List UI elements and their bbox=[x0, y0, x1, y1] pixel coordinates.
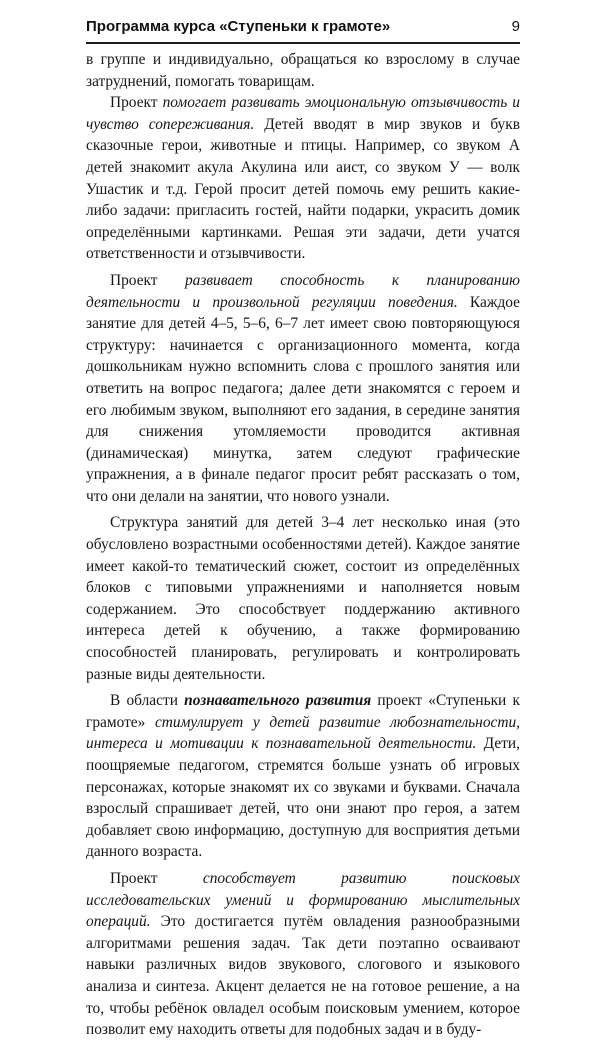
italic-run: развивает способность к планированию деятельности и произвольной регуляции поведения. bbox=[86, 271, 520, 311]
paragraph bbox=[86, 270, 520, 508]
italic-run: помогает развивать эмоциональную отзывчивость и чувство сопереживания. bbox=[86, 94, 520, 133]
paragraph bbox=[86, 868, 520, 1041]
body-text bbox=[86, 49, 520, 1041]
italic-run: способствует развитию поисковых исследовательских умений и формированию мыслительных операций. bbox=[86, 869, 520, 931]
page-number: 9 bbox=[511, 18, 520, 35]
running-header bbox=[86, 18, 520, 42]
running-header-title: Программа курса «Ступеньки к грамоте» bbox=[86, 18, 391, 35]
header-rule bbox=[86, 42, 520, 44]
italic-run: стимулирует у детей развитие любознательности, интереса и мотивации к познавательной деятельности. bbox=[86, 713, 520, 753]
paragraph bbox=[86, 92, 520, 265]
text-run: Дети, поощряемые педагогом, стремятся больше узнать об игровых персонажах, которые знакомят их со звуками и буквами. Сначала взрослый спрашивает детей, что они знают про героя, а затем добавляет свою информацию, доступную для восприятия детьми данного возраста. bbox=[86, 735, 520, 861]
paragraph bbox=[86, 690, 520, 863]
paragraph bbox=[86, 512, 520, 685]
text-run: проект «Ступеньки к грамоте» bbox=[86, 692, 520, 731]
text-run: Проект bbox=[110, 271, 185, 289]
paragraph bbox=[86, 49, 520, 92]
text-run: Каждое занятие для детей 4–5, 5–6, 6–7 лет имеет свою повторяющуюся структуру: начинается с организационного момента, когда дошкольникам нужно вспомнить слова с прошлого занятия или ответить на вопрос педагога; далее дети знакомятся с героем и его любимым звуком, выполняют его задания, в середине занятия для снижения утомляемости проводится активная (динамическая) минутка, затем следуют графические упражнения, а в финале педагог просит ребят рассказать о том, что они делали на занятии, что нового узнали. bbox=[86, 293, 521, 505]
text-run: Это достигается путём овладения разнообразными алгоритмами решения задач. Так дети поэтапно осваивают навыки различных видов звукового, слогового и языкового анализа и синтеза. Акцент делается не на готовое решение, а на то, чтобы ребёнок овладел особым поисковым умением, которое позволит ему находить ответы для подобных задач и в буду- bbox=[86, 913, 520, 1039]
text-run: Детей вводят в мир звуков и букв сказочные герои, животные и птицы. Например, со звуком А детей знакомит акула Акулина или аист, со звуком У — волк Ушастик и т.д. Герой просит детей помочь ему решить какие-либо задачи: пригласить гостей, найти подарки, украсить домик определёнными картинками. Решая эти задачи, дети учатся ответственности и отзывчивости. bbox=[86, 115, 520, 263]
text-run: Структура занятий для детей 3–4 лет несколько иная (это обусловлено возрастными особенностями детей). Каждое занятие имеет какой-то тематический сюжет, состоит из определённых блоков с типовыми упражнениями и наполняется новым содержанием. Это способствует поддержанию активного интереса детей к обучению, а также формированию способностей планировать, регулировать и контролировать разные виды деятельности. bbox=[86, 514, 520, 683]
bold-italic-run: познавательного развития bbox=[184, 692, 372, 710]
text-run: Проект bbox=[110, 869, 203, 887]
text-run: Проект bbox=[110, 94, 163, 112]
text-run: в группе и индивидуально, обращаться ко взрослому в случае затруднений, помогать товарищам. bbox=[86, 51, 520, 90]
text-run: В области bbox=[110, 692, 185, 710]
